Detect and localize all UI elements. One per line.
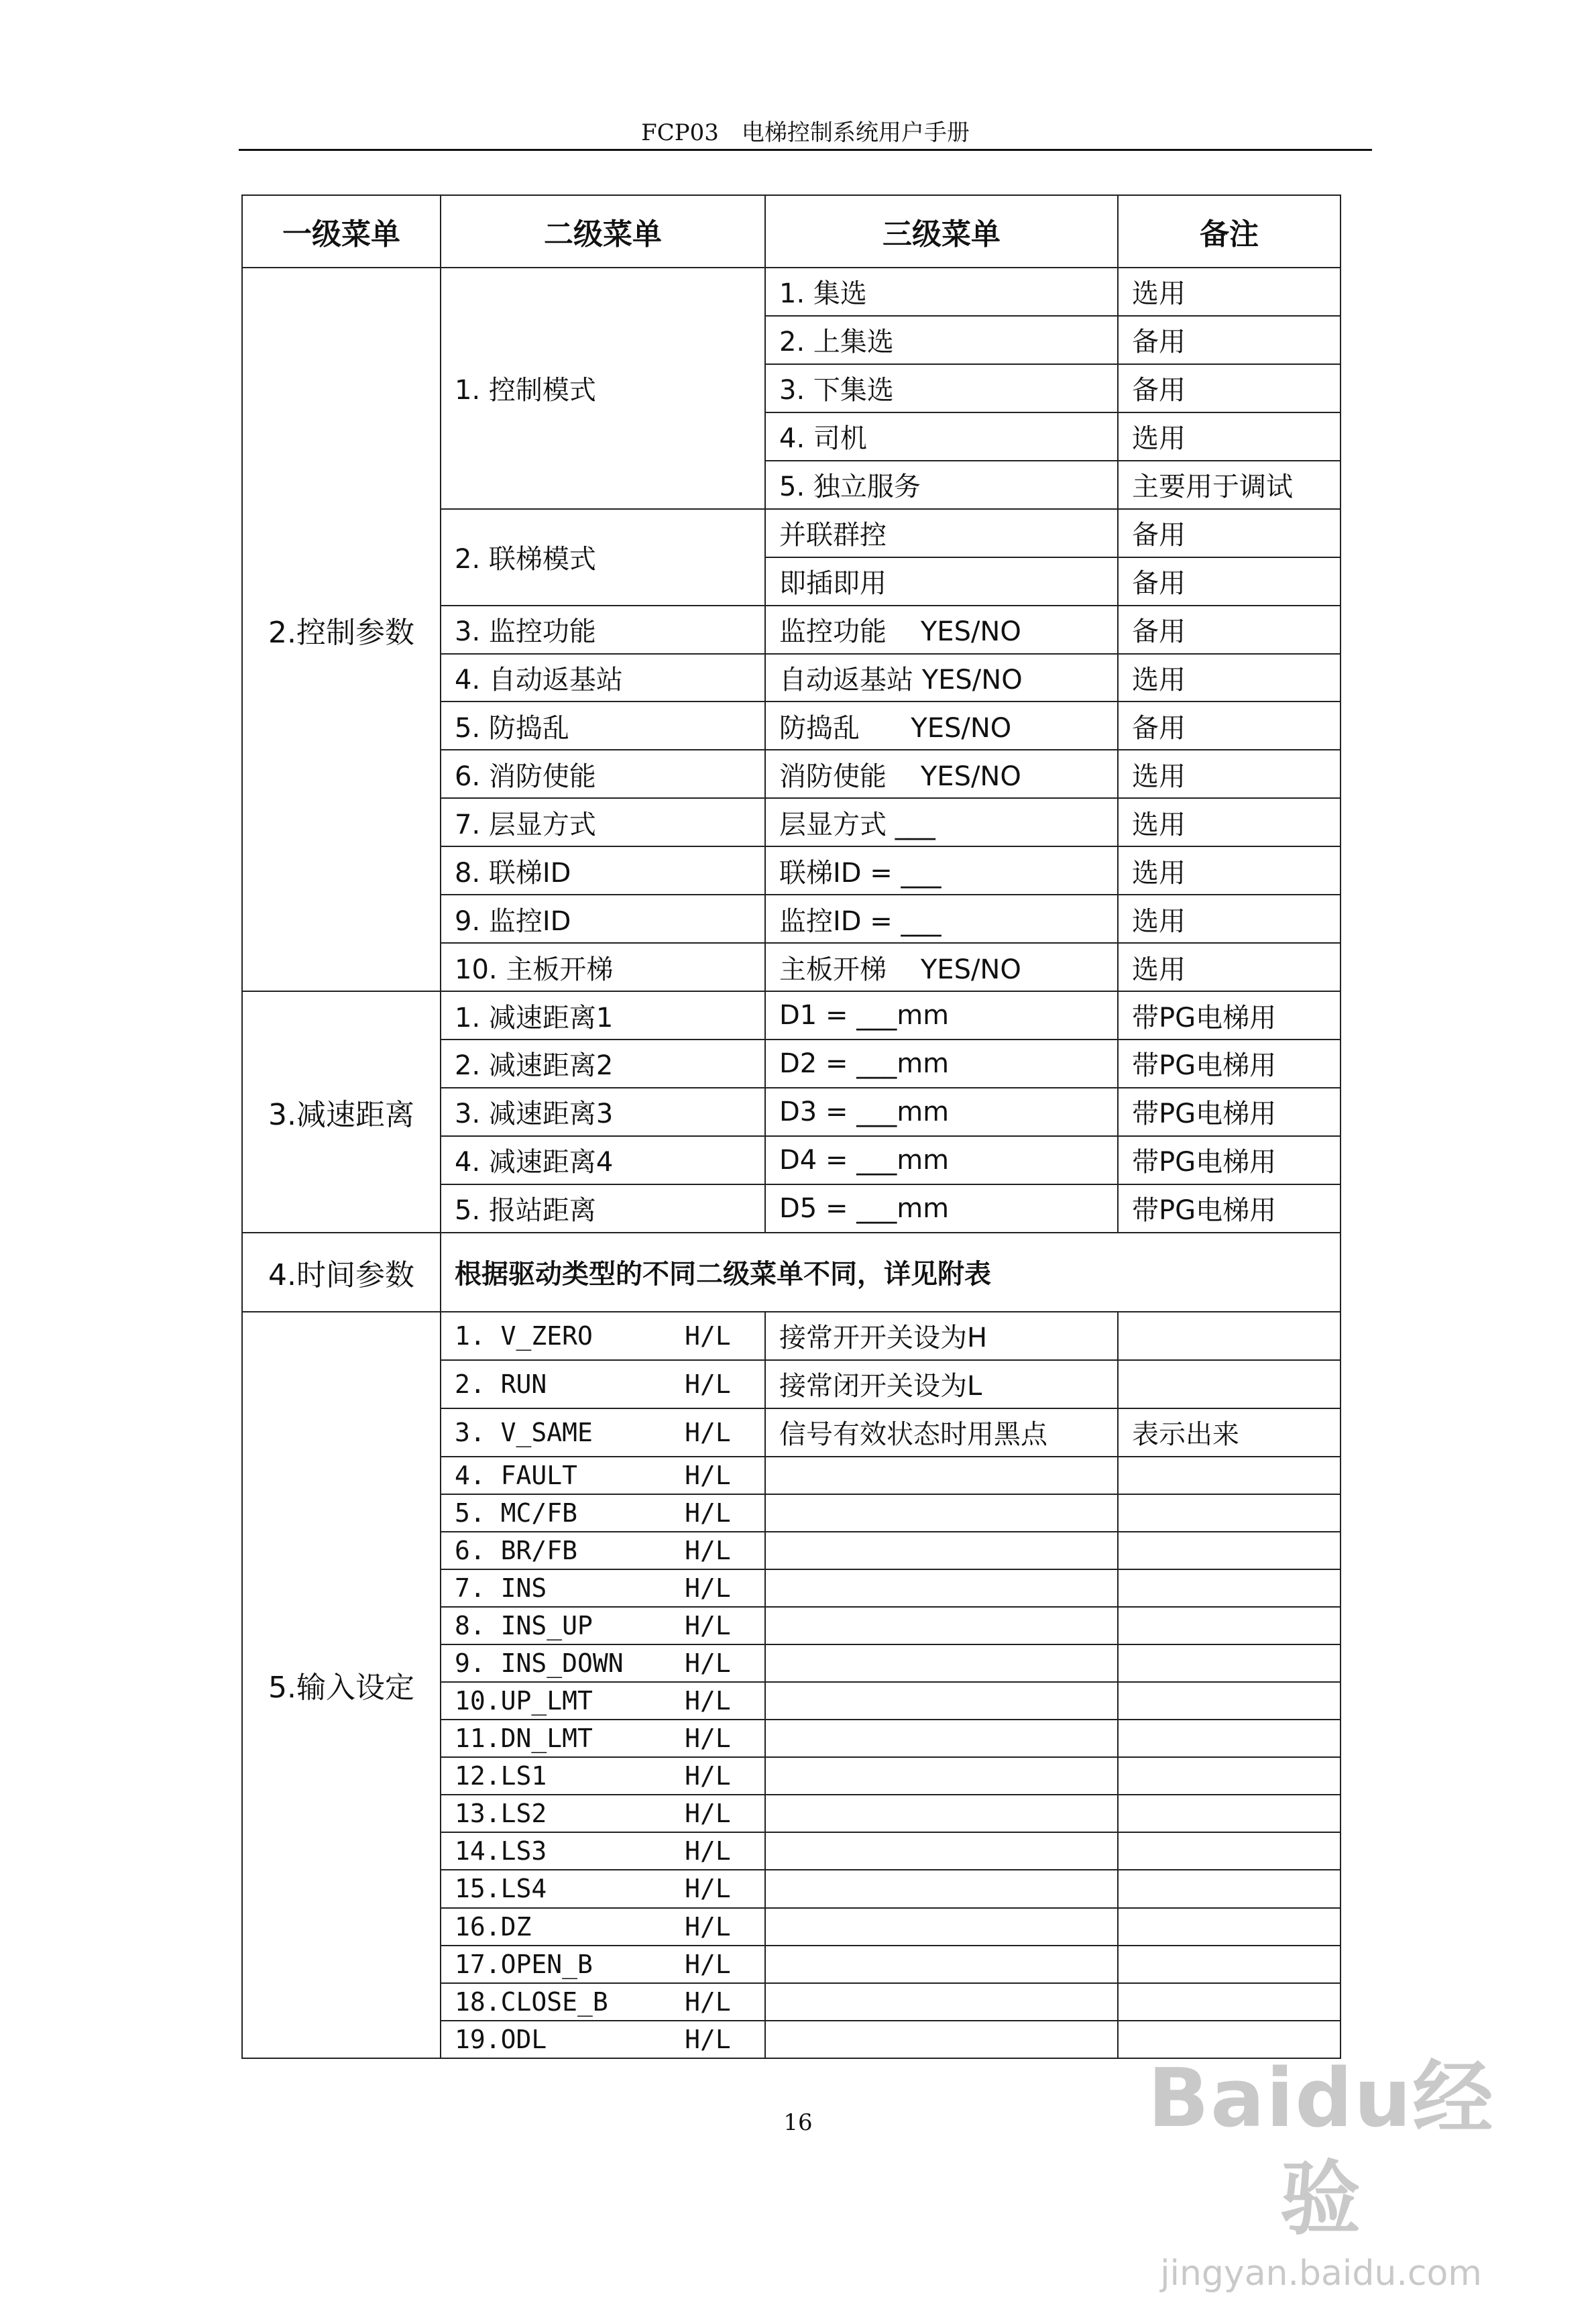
note-cell: 选用: [1118, 750, 1341, 798]
note-cell: [1118, 1946, 1341, 1983]
note-cell: 带PG电梯用: [1118, 1040, 1341, 1088]
level3-menu-cell: [765, 1494, 1118, 1532]
level3-menu-cell: 即插即用: [765, 557, 1118, 606]
note-cell: 带PG电梯用: [1118, 1136, 1341, 1184]
level2-menu-cell: 4. 自动返基站: [441, 654, 765, 702]
level2-menu-cell: 2. 联梯模式: [441, 509, 765, 606]
table-row: [242, 268, 1341, 316]
level3-menu-cell: [765, 1832, 1118, 1870]
level3-menu-cell: 接常开开关设为H: [765, 1312, 1118, 1360]
note-cell: [1118, 1569, 1341, 1607]
level3-menu-cell: [765, 1532, 1118, 1569]
note-cell: 备用: [1118, 364, 1341, 412]
level3-menu-cell: 防捣乱 YES/NO: [765, 702, 1118, 750]
note-cell: 选用: [1118, 268, 1341, 316]
level2-menu-cell: 16.DZ H/L: [441, 1908, 765, 1946]
level2-menu-cell: 6. BR/FB H/L: [441, 1532, 765, 1569]
level3-menu-cell: [765, 1569, 1118, 1607]
level2-menu-cell: 1. V_ZERO H/L: [441, 1312, 765, 1360]
level2-menu-cell: 17.OPEN_B H/L: [441, 1946, 765, 1983]
level2-menu-cell: 10.UP_LMT H/L: [441, 1682, 765, 1720]
level3-menu-cell: [765, 1457, 1118, 1494]
level3-menu-cell: 联梯ID = ___: [765, 846, 1118, 895]
note-cell: 选用: [1118, 943, 1341, 991]
menu-table: [241, 194, 1341, 2059]
note-cell: 选用: [1118, 798, 1341, 846]
level3-menu-cell: D5 = ___mm: [765, 1184, 1118, 1233]
level2-menu-cell: 8. INS_UP H/L: [441, 1607, 765, 1644]
level3-menu-cell: 监控功能 YES/NO: [765, 606, 1118, 654]
note-cell: [1118, 1795, 1341, 1832]
note-cell: [1118, 1494, 1341, 1532]
table-row: [242, 1233, 1341, 1312]
level2-menu-cell: 5. 防捣乱: [441, 702, 765, 750]
column-header: 备注: [1118, 195, 1341, 268]
level2-menu-cell: 15.LS4 H/L: [441, 1870, 765, 1907]
level2-menu-cell: 2. 减速距离2: [441, 1040, 765, 1088]
note-cell: [1118, 1720, 1341, 1757]
note-cell: 选用: [1118, 895, 1341, 943]
level2-menu-cell: 9. 监控ID: [441, 895, 765, 943]
note-cell: 表示出来: [1118, 1408, 1341, 1457]
note-cell: [1118, 1832, 1341, 1870]
level3-menu-cell: [765, 1870, 1118, 1907]
level2-menu-cell: 2. RUN H/L: [441, 1360, 765, 1408]
level3-menu-cell: 4. 司机: [765, 412, 1118, 461]
level2-menu-cell: 5. MC/FB H/L: [441, 1494, 765, 1532]
note-cell: 选用: [1118, 846, 1341, 895]
level2-menu-cell: 10. 主板开梯: [441, 943, 765, 991]
header-rule: [239, 149, 1372, 151]
level3-menu-cell: [765, 2021, 1118, 2058]
level3-menu-cell: 3. 下集选: [765, 364, 1118, 412]
level2-menu-cell: 13.LS2 H/L: [441, 1795, 765, 1832]
level2-menu-cell: 12.LS1 H/L: [441, 1757, 765, 1795]
level2-menu-cell: 6. 消防使能: [441, 750, 765, 798]
level2-menu-cell: 4. 减速距离4: [441, 1136, 765, 1184]
level3-menu-cell: [765, 1946, 1118, 1983]
level2-menu-cell: 5. 报站距离: [441, 1184, 765, 1233]
level3-menu-cell: 2. 上集选: [765, 316, 1118, 364]
level3-menu-cell: [765, 1908, 1118, 1946]
level3-menu-cell: [765, 1720, 1118, 1757]
level3-menu-cell: 并联群控: [765, 509, 1118, 557]
note-cell: 备用: [1118, 702, 1341, 750]
level1-menu-cell: 3.减速距离: [242, 991, 441, 1233]
time-params-note: 根据驱动类型的不同二级菜单不同，详见附表: [441, 1233, 1341, 1312]
level2-menu-cell: 18.CLOSE_B H/L: [441, 1983, 765, 2021]
level3-menu-cell: D2 = ___mm: [765, 1040, 1118, 1088]
level3-menu-cell: D1 = ___mm: [765, 991, 1118, 1040]
note-cell: [1118, 1682, 1341, 1720]
level2-menu-cell: 7. 层显方式: [441, 798, 765, 846]
level3-menu-cell: D3 = ___mm: [765, 1088, 1118, 1136]
note-cell: 备用: [1118, 509, 1341, 557]
level2-menu-cell: 14.LS3 H/L: [441, 1832, 765, 1870]
column-header: 一级菜单: [242, 195, 441, 268]
document-header: [239, 114, 1372, 147]
level1-menu-cell: 2.控制参数: [242, 268, 441, 991]
note-cell: [1118, 1983, 1341, 2021]
level3-menu-cell: 监控ID = ___: [765, 895, 1118, 943]
header-title: FCP03 电梯控制系统用户手册: [641, 119, 970, 146]
level2-menu-cell: 11.DN_LMT H/L: [441, 1720, 765, 1757]
level2-menu-cell: 1. 控制模式: [441, 268, 765, 509]
level3-menu-cell: 主板开梯 YES/NO: [765, 943, 1118, 991]
level2-menu-cell: 4. FAULT H/L: [441, 1457, 765, 1494]
level3-menu-cell: 信号有效状态时用黑点: [765, 1408, 1118, 1457]
note-cell: [1118, 1360, 1341, 1408]
level2-menu-cell: 8. 联梯ID: [441, 846, 765, 895]
page-number: 16: [783, 2109, 813, 2136]
table-row: [242, 991, 1341, 1040]
level3-menu-cell: [765, 1757, 1118, 1795]
level3-menu-cell: [765, 1607, 1118, 1644]
note-cell: 备用: [1118, 316, 1341, 364]
note-cell: [1118, 1607, 1341, 1644]
note-cell: [1118, 1312, 1341, 1360]
level2-menu-cell: 9. INS_DOWN H/L: [441, 1644, 765, 1682]
column-header: 二级菜单: [441, 195, 765, 268]
level2-menu-cell: 7. INS H/L: [441, 1569, 765, 1607]
table-row: [242, 1312, 1341, 1360]
column-header: 三级菜单: [765, 195, 1118, 268]
level3-menu-cell: 自动返基站 YES/NO: [765, 654, 1118, 702]
note-cell: [1118, 1870, 1341, 1907]
watermark-url: jingyan.baidu.com: [1160, 2253, 1482, 2294]
level2-menu-cell: 3. 减速距离3: [441, 1088, 765, 1136]
table-header-row: [242, 195, 1341, 268]
note-cell: 备用: [1118, 606, 1341, 654]
note-cell: 带PG电梯用: [1118, 991, 1341, 1040]
baidu-watermark: [1133, 2049, 1509, 2294]
level2-menu-cell: 3. V_SAME H/L: [441, 1408, 765, 1457]
note-cell: [1118, 1532, 1341, 1569]
note-cell: [1118, 1457, 1341, 1494]
level3-menu-cell: 层显方式 ___: [765, 798, 1118, 846]
note-cell: [1118, 1908, 1341, 1946]
level3-menu-cell: 5. 独立服务: [765, 461, 1118, 509]
level3-menu-cell: [765, 1795, 1118, 1832]
level1-menu-cell: 5.输入设定: [242, 1312, 441, 2058]
level3-menu-cell: D4 = ___mm: [765, 1136, 1118, 1184]
level3-menu-cell: [765, 1682, 1118, 1720]
level2-menu-cell: 1. 减速距离1: [441, 991, 765, 1040]
level3-menu-cell: 1. 集选: [765, 268, 1118, 316]
note-cell: 选用: [1118, 412, 1341, 461]
level2-menu-cell: 3. 监控功能: [441, 606, 765, 654]
level3-menu-cell: [765, 1644, 1118, 1682]
watermark-brand: Baidu经验: [1147, 2052, 1495, 2246]
note-cell: 备用: [1118, 557, 1341, 606]
level3-menu-cell: [765, 1983, 1118, 2021]
note-cell: 带PG电梯用: [1118, 1088, 1341, 1136]
level1-menu-cell: 4.时间参数: [242, 1233, 441, 1312]
note-cell: [1118, 1757, 1341, 1795]
level3-menu-cell: 消防使能 YES/NO: [765, 750, 1118, 798]
note-cell: 带PG电梯用: [1118, 1184, 1341, 1233]
level3-menu-cell: 接常闭开关设为L: [765, 1360, 1118, 1408]
note-cell: [1118, 1644, 1341, 1682]
level2-menu-cell: 19.ODL H/L: [441, 2021, 765, 2058]
note-cell: 主要用于调试: [1118, 461, 1341, 509]
note-cell: 选用: [1118, 654, 1341, 702]
